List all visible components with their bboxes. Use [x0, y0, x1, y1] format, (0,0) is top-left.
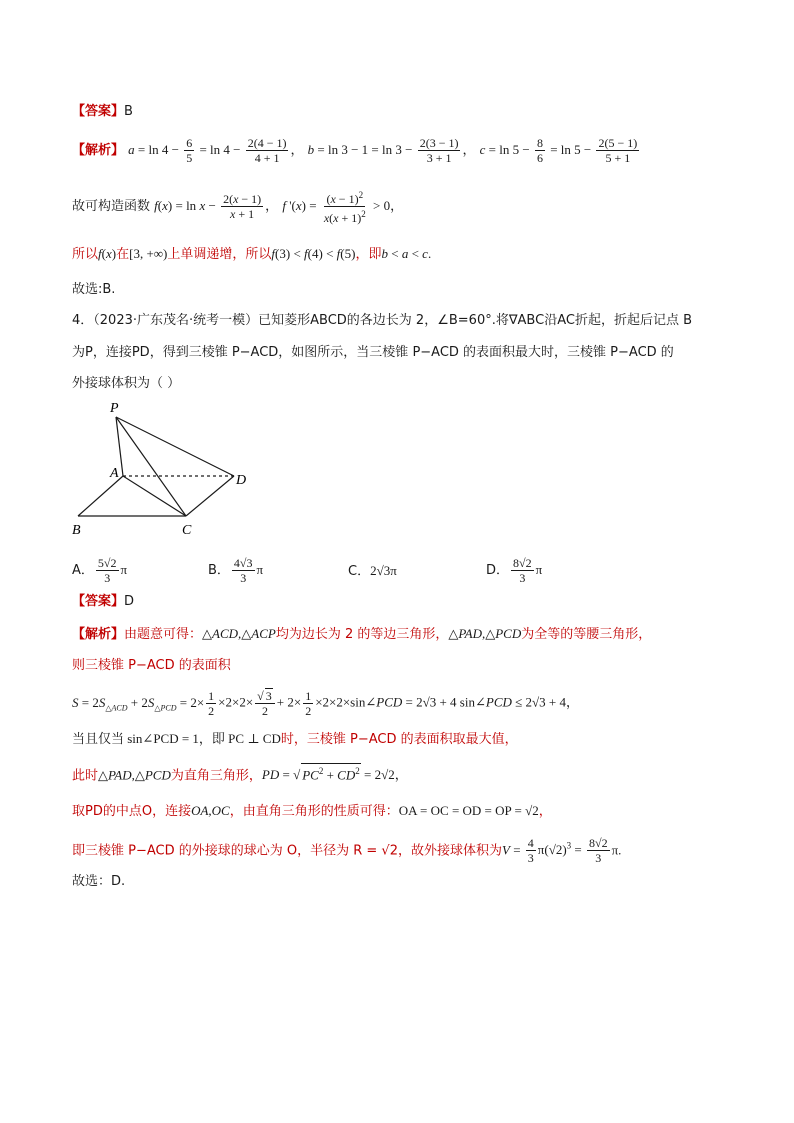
- answer-tag: 【答案】: [72, 594, 125, 609]
- q4-solution-line7: 即三棱锥 P−ACD 的外接球的球心为 O，半径为 R = √2，故外接球体积为V = $\frac{4}{3}$ $\pi(√2)^3$ = $\frac{8√2}{3}$ π.: [72, 836, 622, 866]
- edge-CD: [186, 476, 234, 516]
- answer-value: D: [124, 594, 135, 609]
- pyramid-figure: [66, 398, 266, 538]
- q4-solution-line6: 取PD的中点O，连接OA,OC，由直角三角形的性质可得：OA = OC = OD = OP = √2，: [72, 803, 552, 819]
- q3-analysis-line: [72, 136, 754, 165]
- option-b[interactable]: B． $\frac{4√3}{3}$ π: [208, 556, 264, 585]
- label-A: A: [110, 466, 119, 481]
- q4-stem-line2: 为P，连接PD，得到三棱锥 P−ACD，如图所示，当三棱锥 P−ACD 的表面积最大时，三棱锥 P−ACD 的: [72, 345, 674, 360]
- answer-tag: 【答案】: [72, 104, 125, 119]
- edge-AC: [123, 476, 186, 516]
- label-B: B: [72, 523, 81, 538]
- edge-PD: [116, 417, 234, 476]
- edge-AB: [78, 476, 123, 516]
- option-a[interactable]: A． $\frac{5√2}{3}$ π: [72, 556, 128, 585]
- q3-answer-line: [72, 102, 754, 122]
- analysis-tag: 【解析】: [72, 143, 125, 158]
- q4-answer-line: [72, 592, 754, 612]
- q4-solution-line1: 【解析】由题意可得：△ACD,△ACP均为边长为 2 的等边三角形，△PAD,△PCD为全等的等腰三角形，: [72, 626, 652, 642]
- question-number: 4．: [72, 313, 94, 328]
- edge-PC: [116, 417, 186, 516]
- formula-b: b = ln 3 − 1 = ln 3 − $\frac{2(3 - 1)}{3 + 1}$ ，: [307, 136, 476, 165]
- q3-construct-line: 故可构造函数 f(x) = ln x − $\frac{2(x - 1)}{x + 1}$ ， f '(x) = $\frac{(x - 1)^2}{x(x + 1)^2}$ > 0，: [72, 190, 404, 225]
- q4-solution-line5: 此时△PAD,△PCD为直角三角形，PD = √ $PC^2 + CD^2 = 2√2$，: [72, 763, 754, 786]
- function-definition: f(x) = ln x − $\frac{2(x - 1)}{x + 1}$ ，: [154, 192, 279, 221]
- q4-stem-line1: 4．（2023·广东茂名·统考一模）已知菱形ABCD的各边长为 2，∠B=60°.将∇ABC沿AC折起，折起后记点 B: [72, 313, 692, 328]
- answer-value: B: [124, 104, 133, 119]
- q4-stem-line3: 外接球体积为（ ）: [72, 376, 181, 391]
- q4-choose: 故选：D.: [72, 874, 126, 889]
- q4-surface-area-formula: $S = 2S_{\triangle ACD} + 2S_{\triangle PCD} = 2\times$ $\frac{1}{2}$ ×2×2× $\frac{√ 3}{2}$ + 2× $\frac{1}{2}$ ×2×2×sin∠PCD = 2√3 + 4 sin∠PCD ≤ 2√3 + 4，: [72, 688, 579, 718]
- label-D: D: [236, 473, 247, 488]
- option-d[interactable]: D． $\frac{8√2}{3}$ π: [486, 556, 543, 585]
- q4-solution-line4: 当且仅当 sin∠PCD = 1，即 PC ⊥ CD时，三棱锥 P−ACD 的表面积取最大值，: [72, 731, 518, 747]
- label-C: C: [182, 523, 192, 538]
- label-P: P: [110, 401, 119, 416]
- formula-c: c = ln 5 − $\frac{8}{6}$ = ln 5 − $\frac{2(5 - 1)}{5 + 1}$: [479, 136, 638, 165]
- q4-solution-line2: 则三棱锥 P−ACD 的表面积: [72, 658, 231, 673]
- formula-a: a = ln 4 − $\frac{6}{5}$ = ln 4 − $\frac{2(4 - 1)}{4 + 1}$ ，: [128, 136, 304, 165]
- q3-monotonic-line: 所以f(x)在[3, +∞)上单调递增，所以f(3) < f(4) < f(5)，即b < a < c.: [72, 246, 432, 262]
- q3-choose: 故选:B.: [72, 282, 116, 297]
- derivative: f '(x) = $\frac{(x - 1)^2}{x(x + 1)^2}$ > 0，: [282, 190, 404, 225]
- option-c[interactable]: C．2√3π: [348, 563, 397, 579]
